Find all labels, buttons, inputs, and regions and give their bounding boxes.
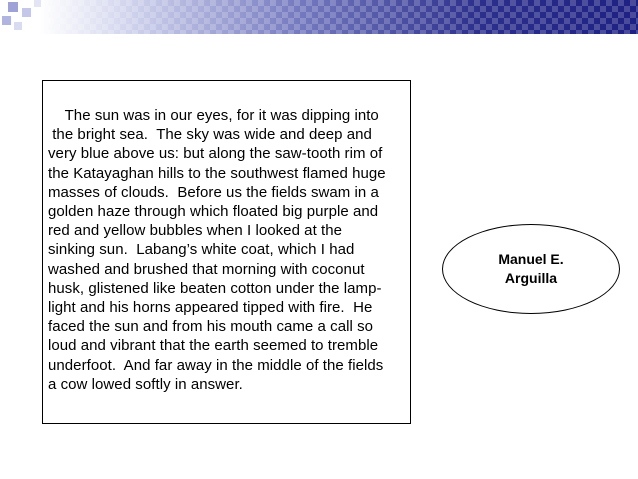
passage-line: loud and vibrant that the earth seemed to tremble — [48, 337, 379, 355]
passage-line: the bright sea. The sky was wide and deep and — [48, 126, 372, 144]
passage-line: red and yellow bubbles when I looked at the — [48, 222, 343, 240]
passage-text — [48, 106, 410, 394]
decor-square — [34, 0, 41, 7]
passage-box — [42, 80, 411, 424]
author-oval — [442, 224, 620, 314]
author-first-name: Manuel E. — [498, 251, 564, 267]
passage-line: faced the sun and from his mouth came a call so — [48, 318, 374, 336]
passage-line: washed and brushed that morning with coconut — [48, 260, 365, 278]
passage-line: light and his horns appeared tipped with fire. He — [48, 299, 373, 317]
decor-square — [14, 22, 22, 30]
author-name — [498, 250, 563, 288]
decor-square — [2, 16, 11, 25]
decor-square — [8, 2, 18, 12]
passage-line: husk, glistened like beaten cotton under the lamp- — [48, 279, 382, 297]
passage-line: golden haze through which floated big purple and — [48, 203, 379, 221]
passage-line: very blue above us: but along the saw-tooth rim of — [48, 145, 383, 163]
passage-line: sinking sun. Labang’s white coat, which I had — [48, 241, 355, 259]
passage-line: masses of clouds. Before us the fields swam in a — [48, 183, 379, 201]
passage-line: underfoot. And far away in the middle of the fields — [48, 356, 384, 374]
author-last-name: Arguilla — [504, 270, 558, 286]
passage-line: the Katayaghan hills to the southwest flamed huge — [48, 164, 386, 182]
passage-line: The sun was in our eyes, for it was dipping into — [48, 107, 379, 124]
header-pattern — [0, 0, 638, 34]
decor-square — [22, 8, 31, 17]
passage-line: a cow lowed softly in answer. — [48, 375, 243, 393]
